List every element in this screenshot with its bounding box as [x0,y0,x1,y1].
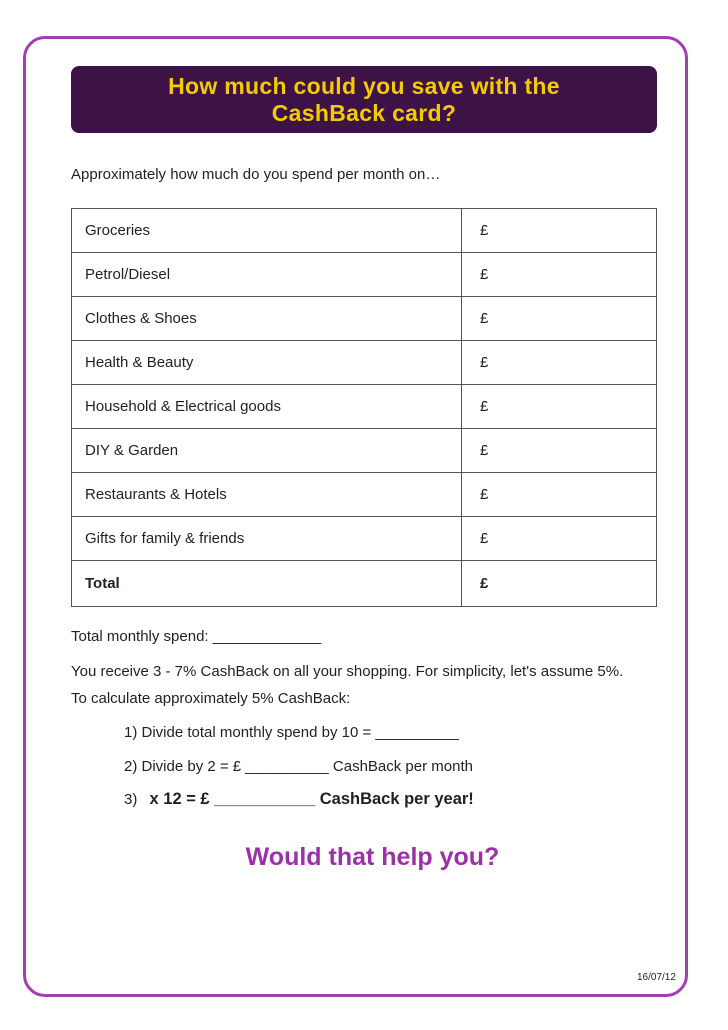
step-3 [124,790,474,809]
table-row [72,385,657,429]
title-line-2: CashBack card? [271,99,457,126]
table-row [72,209,657,253]
row-label: Groceries [72,209,462,253]
step-3-number: 3) [124,791,138,808]
step-1: 1) Divide total monthly spend by 10 = __________ [124,724,459,741]
table-row [72,517,657,561]
calc-intro: To calculate approximately 5% CashBack: [71,690,351,707]
total-monthly-spend: Total monthly spend: _____________ [71,628,322,645]
row-label: Clothes & Shoes [72,297,462,341]
amount-field[interactable]: £ [462,209,657,253]
table-row [72,297,657,341]
row-label: Petrol/Diesel [72,253,462,297]
amount-field[interactable]: £ [462,385,657,429]
amount-field[interactable]: £ [462,473,657,517]
amount-field[interactable]: £ [462,297,657,341]
table-row [72,429,657,473]
amount-field[interactable]: £ [462,517,657,561]
table-row [72,341,657,385]
spend-table [71,208,657,607]
amount-field[interactable]: £ [462,429,657,473]
cashback-note: You receive 3 - 7% CashBack on all your shopping. For simplicity, let's assume 5%. [71,663,624,680]
row-label: Restaurants & Hotels [72,473,462,517]
title-banner [71,66,657,133]
row-label: Gifts for family & friends [72,517,462,561]
total-amount-field[interactable]: £ [462,561,657,607]
date-stamp: 16/07/12 [637,972,676,983]
total-label: Total [85,575,120,592]
row-label: Health & Beauty [72,341,462,385]
step-3-text: x 12 = £ ___________ CashBack per year! [149,790,474,808]
intro-text: Approximately how much do you spend per month on… [71,166,441,183]
amount-field[interactable]: £ [462,341,657,385]
table-row [72,253,657,297]
title-line-1: How much could you save with the [168,72,560,99]
closing-question: Would that help you? [245,843,500,871]
total-row [72,561,657,607]
row-label: Household & Electrical goods [72,385,462,429]
step-2: 2) Divide by 2 = £ __________ CashBack per month [124,758,473,775]
table-row [72,473,657,517]
amount-field[interactable]: £ [462,253,657,297]
row-label: DIY & Garden [72,429,462,473]
